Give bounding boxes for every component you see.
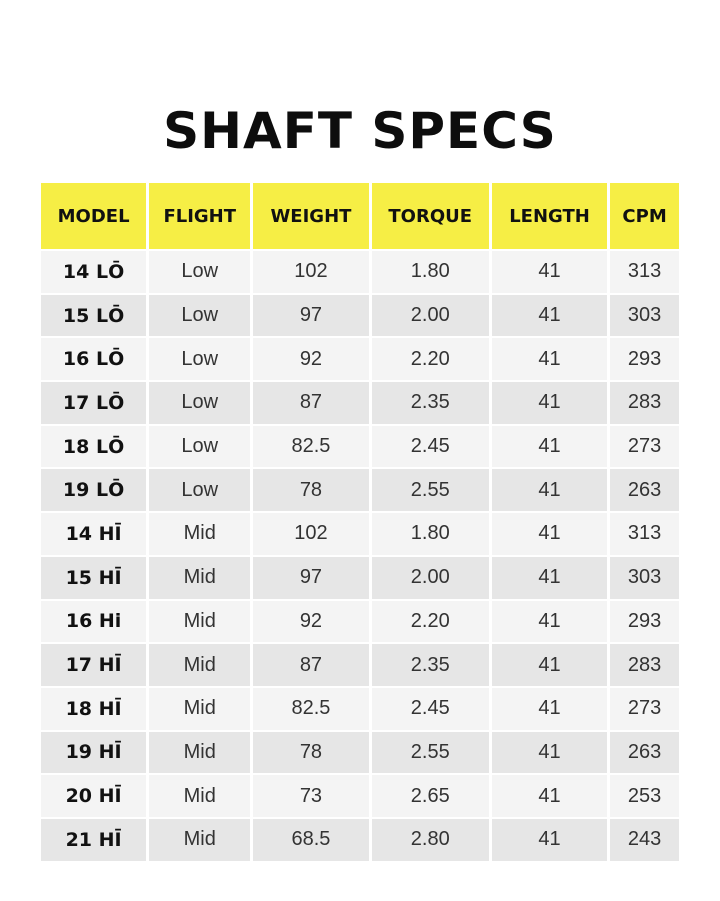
weight-cell: 82.5 [253, 688, 368, 730]
table-row [41, 469, 679, 511]
length-cell: 41 [492, 251, 607, 293]
cpm-cell: 313 [610, 513, 679, 555]
model-cell: 17 LŌ [41, 382, 146, 424]
length-cell: 41 [492, 426, 607, 468]
model-cell: 17 HĪ [41, 644, 146, 686]
weight-cell: 82.5 [253, 426, 368, 468]
flight-cell: Mid [149, 513, 250, 555]
weight-cell: 97 [253, 557, 368, 599]
flight-cell: Mid [149, 688, 250, 730]
weight-cell: 87 [253, 644, 368, 686]
cpm-cell: 293 [610, 338, 679, 380]
flight-cell: Low [149, 295, 250, 337]
page-title: SHAFT SPECS [163, 101, 557, 160]
length-cell: 41 [492, 513, 607, 555]
torque-cell: 2.20 [372, 601, 489, 643]
model-cell: 15 HĪ [41, 557, 146, 599]
model-cell: 16 LŌ [41, 338, 146, 380]
torque-cell: 2.55 [372, 732, 489, 774]
flight-cell: Mid [149, 644, 250, 686]
table-row [41, 295, 679, 337]
table-row [41, 644, 679, 686]
cpm-cell: 263 [610, 732, 679, 774]
flight-cell: Mid [149, 775, 250, 817]
weight-cell: 92 [253, 338, 368, 380]
torque-cell: 2.00 [372, 557, 489, 599]
flight-cell: Low [149, 426, 250, 468]
weight-cell: 102 [253, 513, 368, 555]
model-cell: 14 LŌ [41, 251, 146, 293]
torque-cell: 2.45 [372, 688, 489, 730]
table-row [41, 426, 679, 468]
table-row [41, 382, 679, 424]
torque-cell: 2.80 [372, 819, 489, 861]
length-cell: 41 [492, 557, 607, 599]
flight-cell: Mid [149, 732, 250, 774]
header-weight: WEIGHT [253, 183, 368, 249]
model-cell: 21 HĪ [41, 819, 146, 861]
length-cell: 41 [492, 469, 607, 511]
cpm-cell: 293 [610, 601, 679, 643]
cpm-cell: 313 [610, 251, 679, 293]
torque-cell: 2.65 [372, 775, 489, 817]
torque-cell: 2.20 [372, 338, 489, 380]
model-cell: 20 HĪ [41, 775, 146, 817]
flight-cell: Mid [149, 819, 250, 861]
cpm-cell: 303 [610, 557, 679, 599]
table-row [41, 557, 679, 599]
torque-cell: 2.45 [372, 426, 489, 468]
length-cell: 41 [492, 819, 607, 861]
table-row [41, 338, 679, 380]
model-cell: 18 LŌ [41, 426, 146, 468]
cpm-cell: 283 [610, 644, 679, 686]
table-row [41, 251, 679, 293]
torque-cell: 2.55 [372, 469, 489, 511]
flight-cell: Mid [149, 601, 250, 643]
model-cell: 16 Hi [41, 601, 146, 643]
length-cell: 41 [492, 732, 607, 774]
model-cell: 18 HĪ [41, 688, 146, 730]
weight-cell: 92 [253, 601, 368, 643]
shaft-specs-table [38, 181, 682, 863]
length-cell: 41 [492, 295, 607, 337]
header-length: LENGTH [492, 183, 607, 249]
cpm-cell: 273 [610, 688, 679, 730]
cpm-cell: 253 [610, 775, 679, 817]
weight-cell: 68.5 [253, 819, 368, 861]
model-cell: 19 HĪ [41, 732, 146, 774]
header-row [41, 183, 679, 249]
flight-cell: Low [149, 338, 250, 380]
length-cell: 41 [492, 644, 607, 686]
flight-cell: Mid [149, 557, 250, 599]
flight-cell: Low [149, 382, 250, 424]
cpm-cell: 283 [610, 382, 679, 424]
flight-cell: Low [149, 251, 250, 293]
flight-cell: Low [149, 469, 250, 511]
weight-cell: 78 [253, 469, 368, 511]
weight-cell: 78 [253, 732, 368, 774]
table-body [41, 251, 679, 861]
table-row [41, 819, 679, 861]
header-cpm: CPM [610, 183, 679, 249]
header-flight: FLIGHT [149, 183, 250, 249]
length-cell: 41 [492, 382, 607, 424]
torque-cell: 1.80 [372, 251, 489, 293]
torque-cell: 2.00 [372, 295, 489, 337]
cpm-cell: 263 [610, 469, 679, 511]
cpm-cell: 303 [610, 295, 679, 337]
table-row [41, 775, 679, 817]
table-row [41, 688, 679, 730]
weight-cell: 102 [253, 251, 368, 293]
header-torque: TORQUE [372, 183, 489, 249]
weight-cell: 87 [253, 382, 368, 424]
length-cell: 41 [492, 775, 607, 817]
table-row [41, 732, 679, 774]
weight-cell: 97 [253, 295, 368, 337]
model-cell: 19 LŌ [41, 469, 146, 511]
table-row [41, 601, 679, 643]
torque-cell: 1.80 [372, 513, 489, 555]
torque-cell: 2.35 [372, 382, 489, 424]
length-cell: 41 [492, 688, 607, 730]
model-cell: 14 HĪ [41, 513, 146, 555]
model-cell: 15 LŌ [41, 295, 146, 337]
cpm-cell: 243 [610, 819, 679, 861]
weight-cell: 73 [253, 775, 368, 817]
cpm-cell: 273 [610, 426, 679, 468]
header-model: MODEL [41, 183, 146, 249]
table-row [41, 513, 679, 555]
length-cell: 41 [492, 601, 607, 643]
table-header [41, 183, 679, 249]
length-cell: 41 [492, 338, 607, 380]
torque-cell: 2.35 [372, 644, 489, 686]
